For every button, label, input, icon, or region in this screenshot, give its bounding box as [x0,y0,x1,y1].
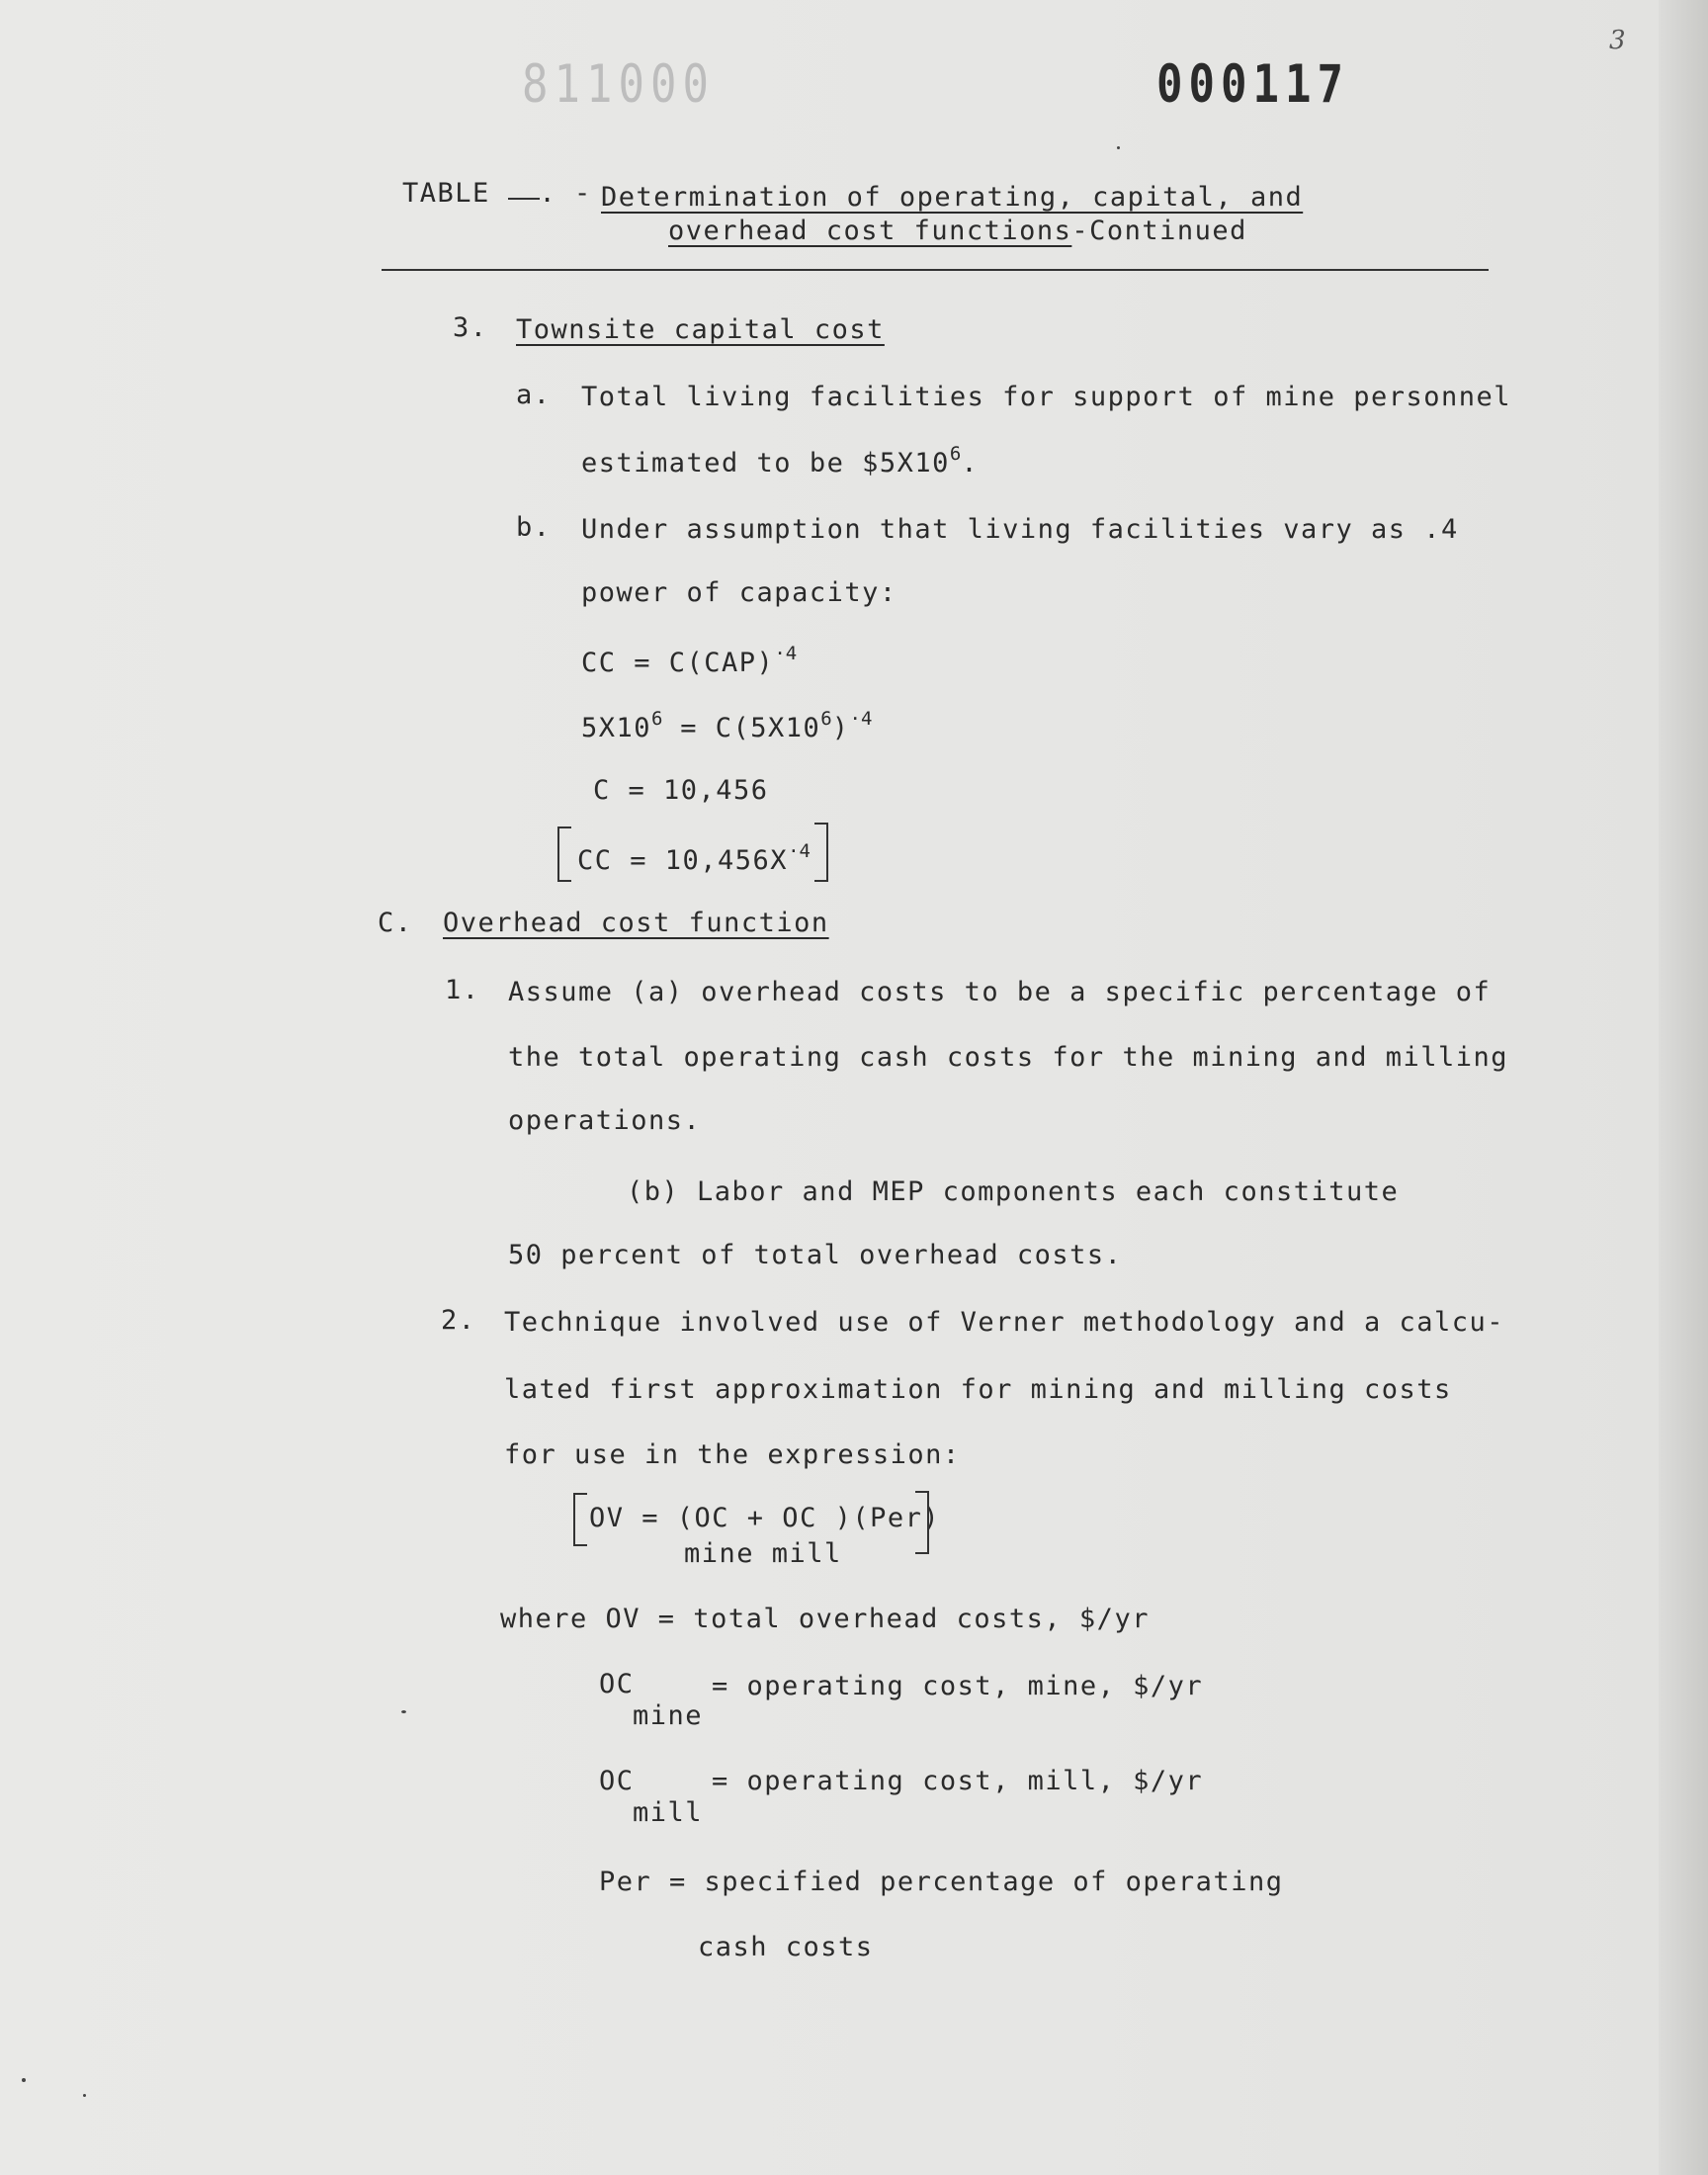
item2-line1: Technique involved use of Verner methodology and a calcu- [504,1307,1505,1338]
exponent: 6 [820,708,832,730]
formula-bracket-right [915,1491,929,1554]
scan-speck [401,1710,406,1713]
exponent: 6 [651,708,663,730]
table-number-blank [508,198,540,200]
title-rule [382,269,1489,271]
section3a-text: estimated to be $5X10 [581,448,950,478]
table-label [402,178,592,209]
table-separator: . - [539,178,592,209]
document-stamp-number: 000117 [1156,53,1349,116]
equation-1 [581,643,797,678]
where-definition: where OV = total overhead costs, $/yr [500,1604,1150,1634]
equation-2-part: ) [831,713,850,743]
equation-2 [581,708,872,743]
equation-4-boxed [577,840,811,876]
def2-text: = operating cost, mill, $/yr [712,1766,1204,1796]
item2-line3: for use in the expression: [504,1439,961,1470]
equation-2-part: = C(5X10 [662,713,821,743]
table-prefix: TABLE [402,178,490,209]
period: . [961,448,980,478]
item1-line1: Assume (a) overhead costs to be a specific percentage of [508,977,1492,1007]
formula-bracket-left [573,1493,587,1546]
scan-speck [83,2094,86,2097]
def1-text: = operating cost, mine, $/yr [712,1671,1204,1701]
table-title-line2 [668,216,1247,246]
overhead-formula: OV = (OC + OC )(Per) [589,1503,941,1533]
table-title-underlined: overhead cost functions [668,216,1072,246]
item1-number: 1. [445,975,480,1005]
section3a-label: a. [516,380,552,410]
item1-line4: (b) Labor and MEP components each constitute [627,1176,1400,1207]
bracket-right [814,823,828,882]
def2-variable: OC [599,1766,635,1796]
table-title-line1: Determination of operating, capital, and [601,182,1304,213]
def2-subscript: mill [633,1797,704,1828]
exponent: ·4 [849,708,873,730]
page-number: 3 [1609,26,1626,55]
section3b-line1: Under assumption that living facilities vary as .4 [581,514,1459,545]
exponent: 6 [949,443,962,465]
def1-variable: OC [599,1669,635,1699]
section3-heading: Townsite capital cost [516,314,885,345]
def3-line1: Per = specified percentage of operating [599,1867,1284,1897]
item1-line2: the total operating cash costs for the mining and milling [508,1042,1509,1073]
section3b-line2: power of capacity: [581,577,897,608]
equation-1-text: CC = C(CAP) [581,648,775,678]
equation-2-part: 5X10 [581,713,652,743]
item1-line3: operations. [508,1105,702,1136]
scan-speck [1117,146,1120,149]
page-edge-shadow [1659,0,1708,2175]
formula-subscripts: mine mill [684,1538,842,1569]
table-title-suffix: -Continued [1071,216,1247,246]
bracket-left [557,826,571,882]
item1-line5: 50 percent of total overhead costs. [508,1240,1123,1270]
sectionC-letter: C. [378,908,413,938]
equation-4-text: CC = 10,456X [577,845,789,876]
section3b-label: b. [516,512,552,543]
exponent: ·4 [774,643,798,664]
def3-line2: cash costs [698,1932,874,1962]
sectionC-heading: Overhead cost function [443,908,829,938]
scan-speck [22,2078,26,2082]
equation-3: C = 10,456 [593,775,769,806]
def1-subscript: mine [633,1700,704,1731]
item2-line2: lated first approximation for mining and milling costs [504,1374,1452,1405]
section3a-line1: Total living facilities for support of mine personnel [581,382,1512,412]
item2-number: 2. [441,1305,476,1336]
exponent: ·4 [788,840,811,862]
section3a-line2 [581,443,979,478]
section3-number: 3. [453,312,488,343]
faded-stamp-number: 811000 [522,53,715,116]
